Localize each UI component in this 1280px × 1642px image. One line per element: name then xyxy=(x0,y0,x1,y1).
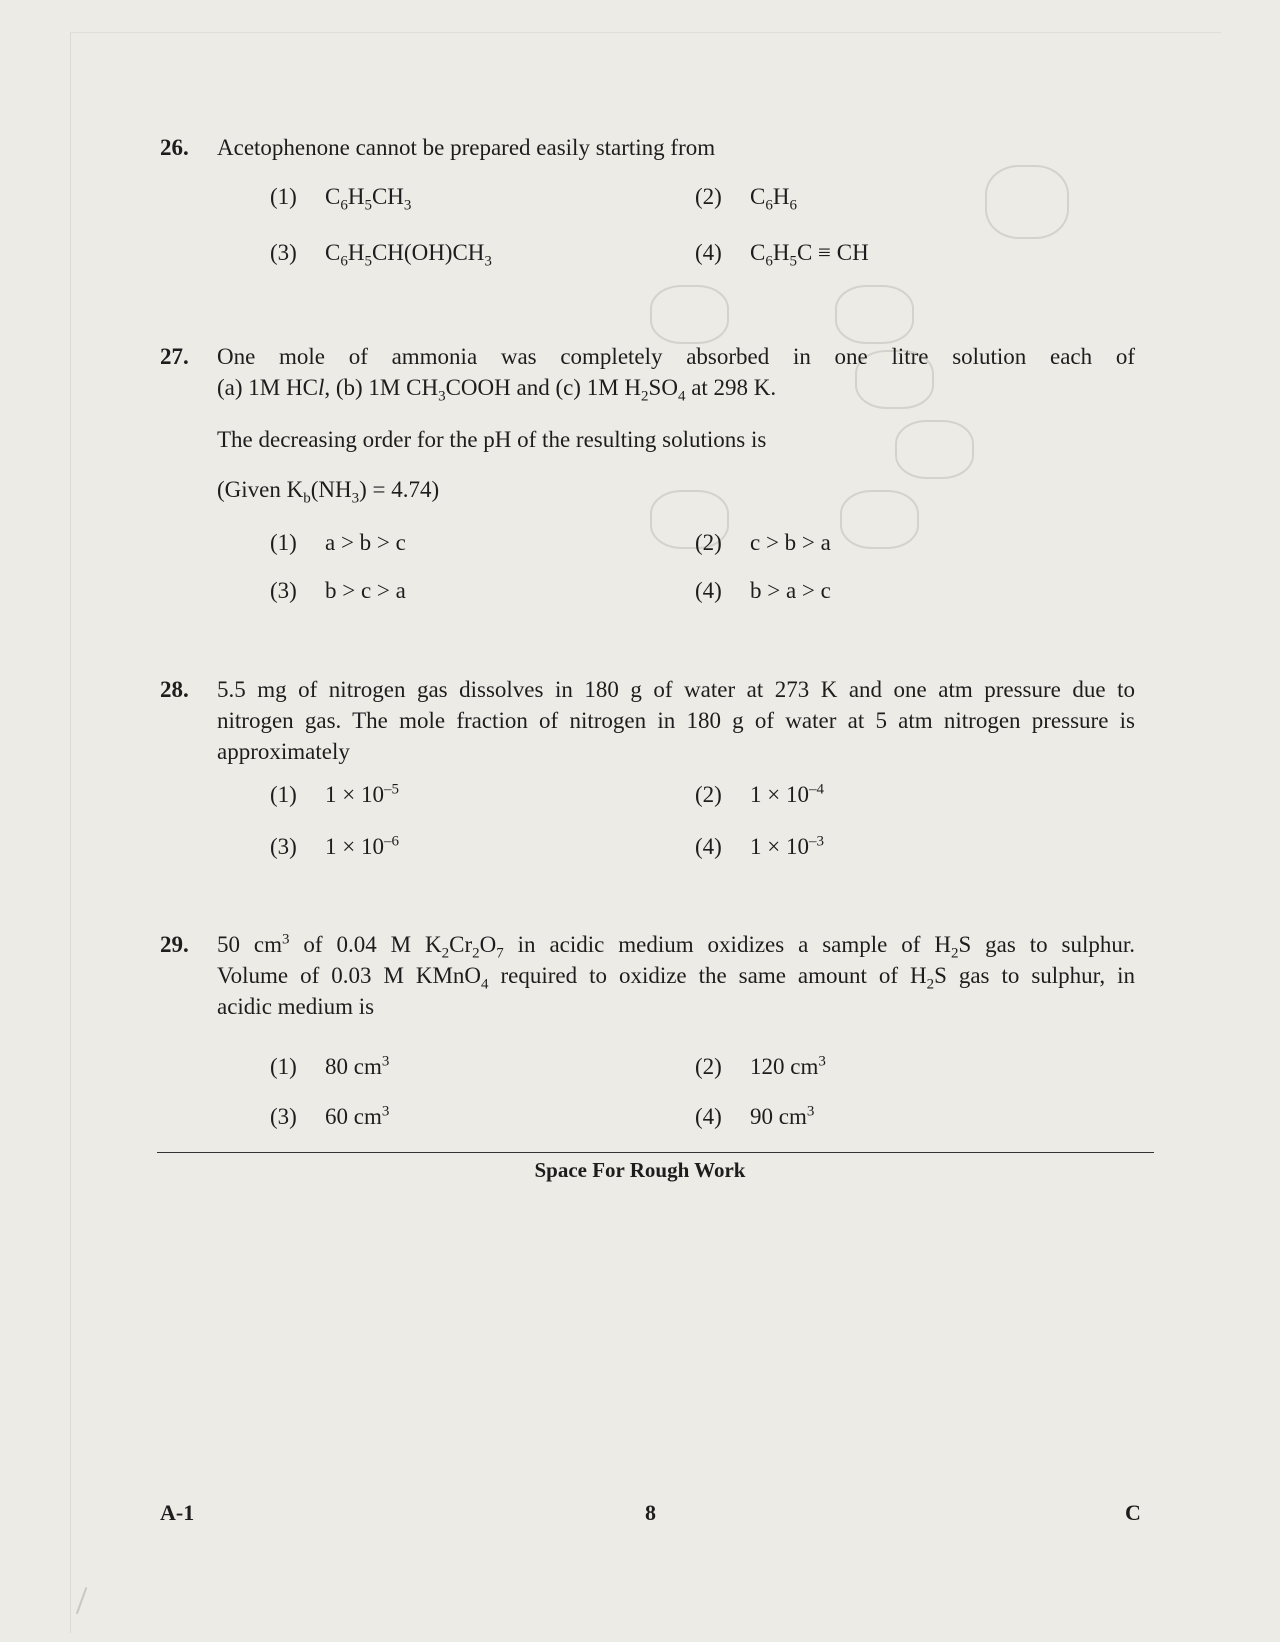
question-text: 50 $cm^3$ of 0.04 M $K_2Cr_2O_7$ in acidic medium oxidizes a sample of $H_2S$ gas to sulphur. Volume of 0.03 M KMnO$_4$ required to oxidize the same amount of $H_2S$ gas to sulphur, in acidic medium is xyxy=(217,931,1135,1019)
q28-option-4[interactable]: (4) $1 \times 10^{-3}$ xyxy=(695,833,824,859)
q26-option-1[interactable]: (1) $C_6H_5CH_3$ xyxy=(270,184,412,214)
q29-option-3[interactable]: (3) 60 $cm^3$ xyxy=(270,1103,390,1129)
q27-option-4[interactable]: (4) b > a > c xyxy=(695,578,831,603)
exam-page: 26. Acetophenone cannot be prepared easily starting from (1) $C_6H_5CH_3$ (2) $C_6H_6$ (3) $C_6H_5CH(OH)CH_3$ (4) $C_6H_5C$ ≡ CH 27. One mole of ammonia was completely absorbed in one litre solution each of (a) 1M HCl, (b) 1M $CH_3COOH$ and (c) 1M $H_2SO_4$ at 298 K. The decreasing order for the pH of the resulting solutions is (Given $K_b(NH_3) = 4.74$) (1) a > b > c (2) c > b > a (3) b > c > a (4) b > a > c 28. 5.5 mg of nitrogen gas dissolves in 180 g of water at 273 K and one atm pressure due to nitrogen gas. The mole fraction of nitrogen in 180 g of water at 5 atm nitrogen pressure is approximately (1) $1 \times 10^{-5}$ (2) $1 \times 10^{-4}$ (3) $1 \times 10^{-6}$ (4) $1 \times 10^{-3}$ 29. 50 $cm^3$ of 0.04 M $K_2Cr_2O_7$ in acidic medium oxidizes a sample of $H_2S$ gas to sulphur. Volume of 0.03 M KMnO$_4$ required to oxidize the same amount of $H_2S$ gas to sulphur, in acidic medium is (1) 80 $cm^3$ (2) 120 $cm^3$ (3) 60 $cm^3$ (4) 90 $cm^3$ Space For Rough Work A-1 8 C xyxy=(0,0,1280,1642)
question-number: 27. xyxy=(160,344,189,369)
q26-option-2[interactable]: (2) $C_6H_6$ xyxy=(695,184,797,214)
q28-option-2[interactable]: (2) $1 \times 10^{-4}$ xyxy=(695,781,824,807)
q26-option-3[interactable]: (3) $C_6H_5CH(OH)CH_3$ xyxy=(270,240,492,270)
footer-set-letter: C xyxy=(1125,1500,1141,1525)
footer-page-number: 8 xyxy=(645,1500,656,1525)
q28-option-3[interactable]: (3) $1 \times 10^{-6}$ xyxy=(270,833,399,859)
q28-option-1[interactable]: (1) $1 \times 10^{-5}$ xyxy=(270,781,399,807)
q27-option-2[interactable]: (2) c > b > a xyxy=(695,530,831,555)
question-text: 5.5 mg of nitrogen gas dissolves in 180 g of water at 273 K and one atm pressure due to nitrogen gas. The mole fraction of nitrogen in 180 g of water at 5 atm nitrogen pressure is approximately xyxy=(217,677,1135,764)
question-number: 29. xyxy=(160,932,189,957)
bleed-ring-1 xyxy=(985,165,1069,239)
bleed-ring-2 xyxy=(650,285,729,344)
rough-work-heading: Space For Rough Work xyxy=(534,1158,746,1182)
q27-option-1[interactable]: (1) a > b > c xyxy=(270,530,406,555)
question-text: Acetophenone cannot be prepared easily starting from xyxy=(217,135,716,160)
q27-option-3[interactable]: (3) b > c > a xyxy=(270,578,406,603)
footer-booklet-code: A-1 xyxy=(160,1500,195,1525)
q29-option-1[interactable]: (1) 80 $cm^3$ xyxy=(270,1053,390,1079)
scan-edge xyxy=(70,32,1221,1633)
question-number: 28. xyxy=(160,677,189,702)
q29-option-2[interactable]: (2) 120 $cm^3$ xyxy=(695,1053,826,1079)
q26-option-4[interactable]: (4) $C_6H_5C$ ≡ CH xyxy=(695,240,869,270)
question-number: 26. xyxy=(160,135,189,160)
question-text: One mole of ammonia was completely absorbed in one litre solution each of (a) 1M HCl, (b) 1M $CH_3COOH$ and (c) 1M $H_2SO_4$ at 298 K. xyxy=(217,344,1135,405)
q29-option-4[interactable]: (4) 90 $cm^3$ xyxy=(695,1103,815,1129)
divider-rule xyxy=(157,1152,1154,1153)
bleed-ring-3 xyxy=(835,285,914,344)
